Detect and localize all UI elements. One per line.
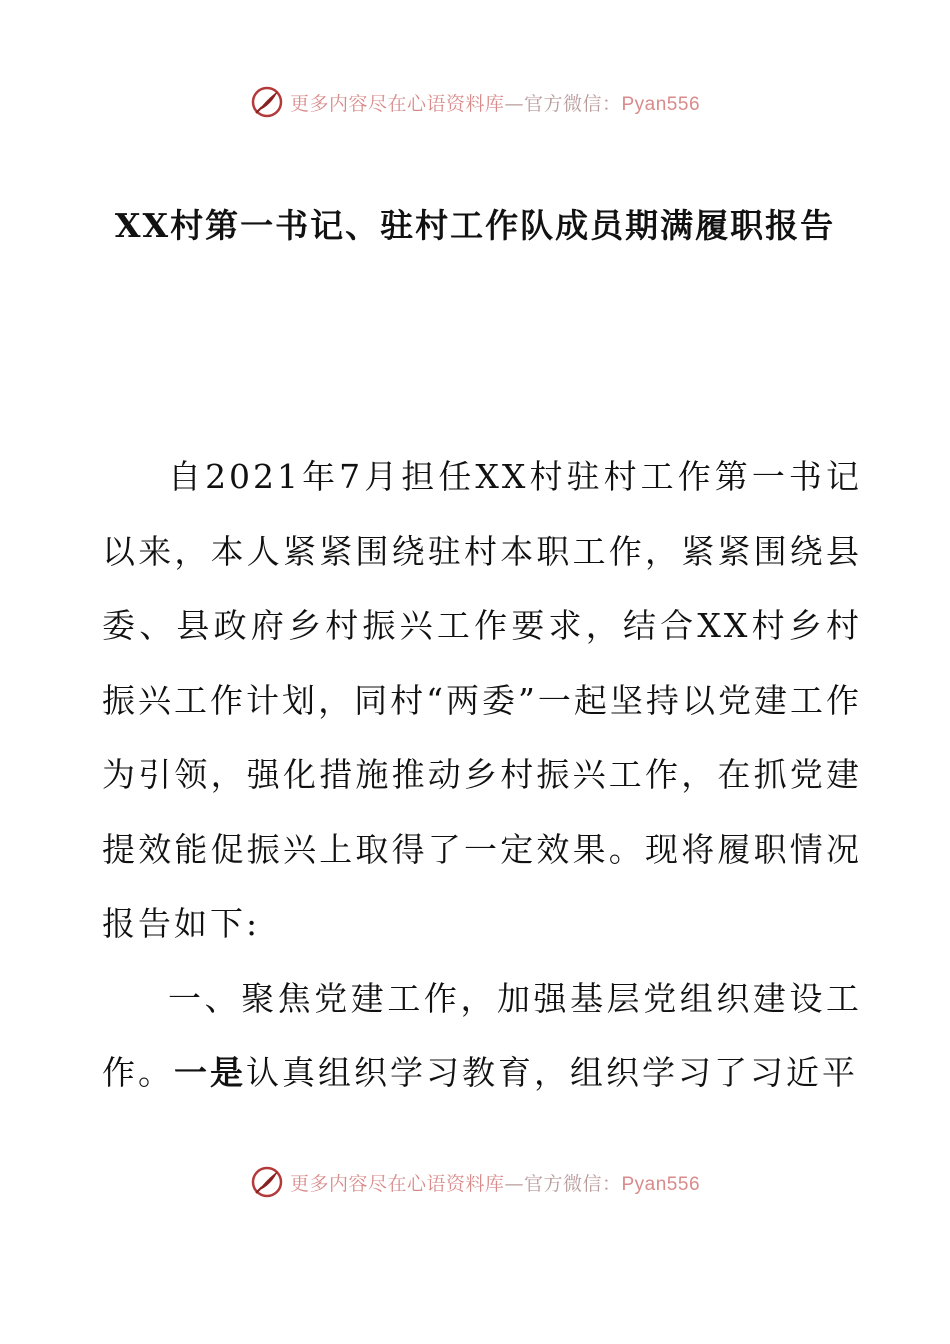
watermark-text: [290, 89, 700, 116]
watermark-site-text: 更多内容尽在心语资料库: [289, 92, 505, 115]
watermark-text: [290, 1169, 700, 1196]
watermark-site-text: 更多内容尽在心语资料库: [289, 1172, 505, 1195]
watermark-wechat-id: Pyan556: [621, 93, 701, 115]
watermark-dash: —: [504, 1172, 524, 1195]
document-title: XX村第一书记、驻村工作队成员期满履职报告: [114, 206, 836, 245]
quill-logo-icon: [250, 85, 284, 119]
paragraph-section-one: [102, 962, 862, 1111]
watermark-contact-text: 官方微信：: [523, 92, 622, 115]
section-text: 认真组织学习教育，组织学习了习近平: [246, 1053, 858, 1092]
paragraph-intro: 自2021年7月担任XX村驻村工作第一书记以来，本人紧紧围绕驻村本职工作，紧紧围绕县委、县政府乡村振兴工作要求，结合XX村乡村振兴工作计划，同村“两委”一起坚持以党建工作为引领，强化措施推动乡村振兴工作，在抓党建提效能促振兴上取得了一定效果。现将履职情况报告如下:: [102, 457, 862, 943]
watermark-banner-bottom: [0, 1160, 950, 1204]
watermark-wechat-id: Pyan556: [621, 1173, 701, 1195]
section-heading: 一、聚焦党建工作，加强基层党组织建设工作。: [102, 978, 862, 1092]
watermark-dash: —: [504, 92, 524, 115]
quill-logo-icon: [250, 1165, 284, 1199]
document-body: [102, 440, 862, 1111]
bold-lead: 一是: [174, 1053, 246, 1092]
watermark-contact-text: 官方微信：: [523, 1172, 622, 1195]
watermark-banner-top: [0, 80, 950, 124]
